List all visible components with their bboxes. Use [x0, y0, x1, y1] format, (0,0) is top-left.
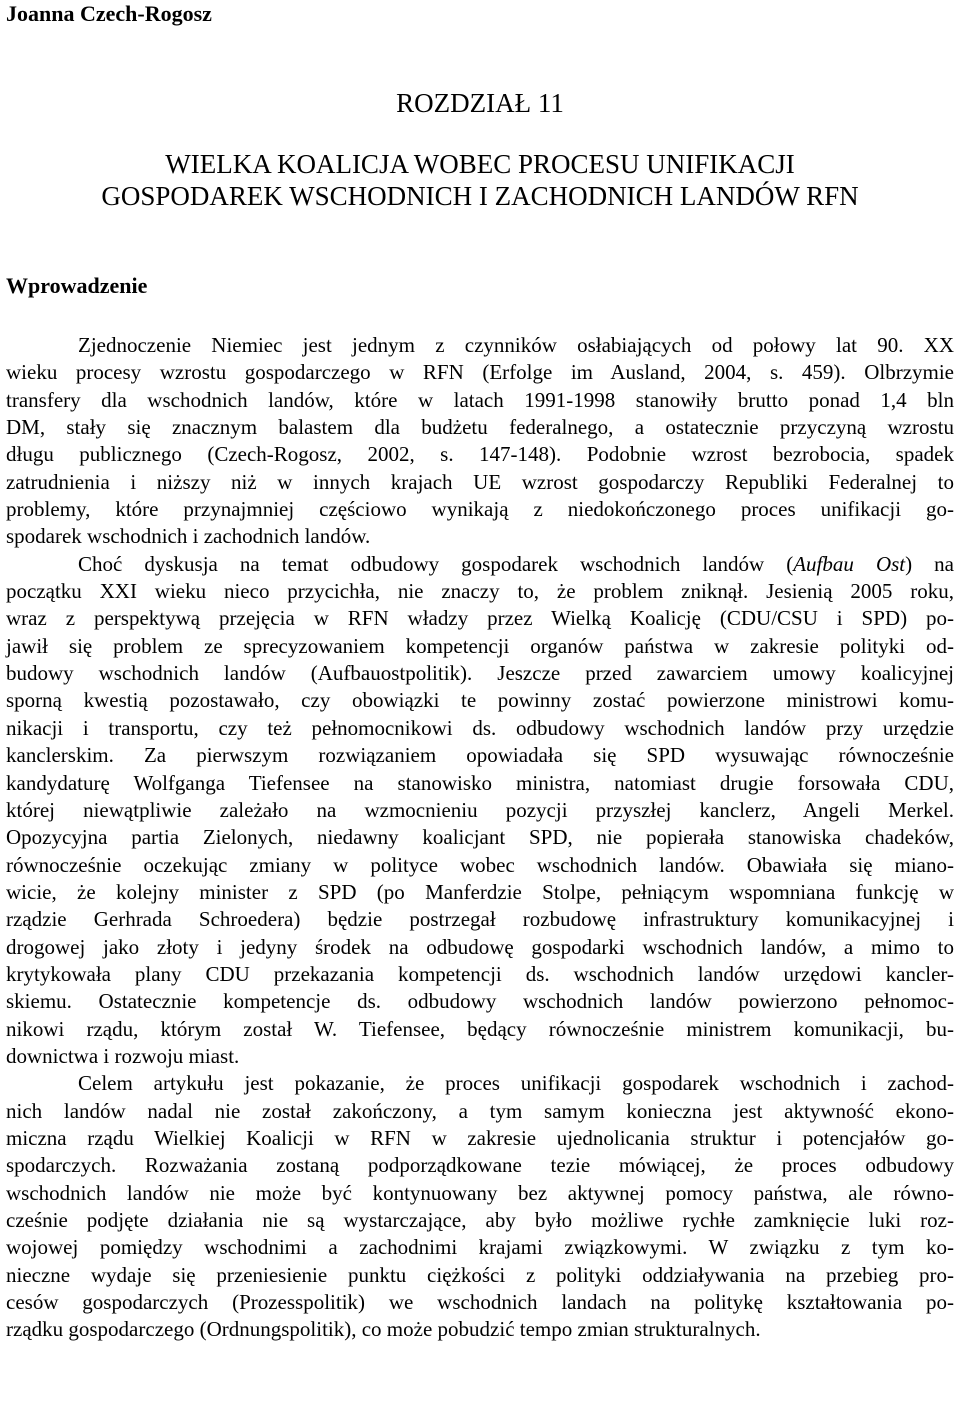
body-line: skiemu. Ostatecznie kompetencje ds. odbudowy wschodnich landów powierzono pełnomoc-: [6, 989, 954, 1014]
body-line: rządzie Gerhrada Schroedera) będzie postrzegał rozbudowę infrastruktury komunikacyjnej i: [6, 907, 954, 932]
author-name: Joanna Czech-Rogosz: [6, 1, 212, 26]
body-line: wicie, że kolejny minister z SPD (po Manferdzie Stolpe, pełniącym wspomniana funkcję w: [6, 879, 954, 904]
body-line: cesów gospodarczych (Prozesspolitik) we wschodnich landach na politykę kształtowania po-: [6, 1290, 954, 1315]
body-line: równocześnie oczekując zmiany w polityce wobec wschodnich landów. Obawiała się miano-: [6, 852, 954, 877]
body-line: miczna rządu Wielkiej Koalicji w RFN w zakresie ujednolicania struktur i potencjałów go-: [6, 1125, 954, 1150]
chapter-title-line: WIELKA KOALICJA WOBEC PROCESU UNIFIKACJI: [165, 149, 795, 179]
body-line: transfery dla wschodnich landów, które w latach 1991-1998 stanowiły brutto ponad 1,4 bln: [6, 387, 954, 412]
body-line: wojowej pomiędzy wschodnimi a zachodnimi krajami związkowymi. W związku z tym ko-: [6, 1235, 954, 1260]
body-line: sporną kwestią pozostawało, czy obowiązki te powinny zostać powierzone ministrowi komu-: [6, 688, 954, 713]
body-line: początku XXI wieku nieco przycichła, nie znaczy to, że problem zniknął. Jesienią 2005 roku,: [6, 579, 954, 604]
body-line: Zjednoczenie Niemiec jest jednym z czynników osłabiających od połowy lat 90. XX: [78, 333, 954, 357]
chapter-title: [0, 148, 960, 212]
body-line: DM, stały się znacznym balastem dla budżetu federalnego, a ostatecznie przyczyną wzrostu: [6, 415, 954, 440]
body-line: nich landów nadal nie został zakończony, a tym samym konieczna jest aktywność ekono-: [6, 1098, 954, 1123]
italic-term: Aufbau Ost: [793, 551, 906, 576]
body-line: jawił się problem ze sprecyzowaniem kompetencji organów państwa w zakresie polityki od-: [6, 633, 954, 658]
body-line: wschodnich landów nie może być kontynuowany bez aktywnej pomocy państwa, ale równo-: [6, 1180, 954, 1205]
body-line: nikowi rządu, którym został W. Tiefensee, będący równocześnie ministrem komunikacji, bu-: [6, 1016, 954, 1041]
body-line: [6, 551, 954, 578]
body-line-segment: Choć dyskusja na temat odbudowy gospodarek wschodnich landów (: [78, 551, 794, 576]
body-line: zatrudnienia i niższy niż w innych krajach UE wzrost gospodarczy Republiki Federalnej to: [6, 469, 954, 494]
body-line: rządku gospodarczego (Ordnungspolitik), co może pobudzić tempo zmian strukturalnych.: [6, 1317, 761, 1342]
body-line: wraz z perspektywą przejęcia w RFN władzy przez Wielką Koalicję (CDU/CSU i SPD) po-: [6, 606, 954, 631]
body-text: [6, 332, 954, 1344]
body-line: spodarczych. Rozważania zostaną podporządkowane tezie mówiącej, że proces odbudowy: [6, 1153, 954, 1178]
chapter-title-line: GOSPODAREK WSCHODNICH I ZACHODNICH LANDÓW RFN: [101, 181, 859, 211]
body-line: budowy wschodnich landów (Aufbauostpolitik). Jeszcze przed zawarciem umowy koalicyjnej: [6, 661, 954, 686]
body-line: kanclerskim. Za pierwszym rozwiązaniem opowiadała się SPD wysuwając równocześnie: [6, 743, 954, 768]
body-line: długu publicznego (Czech-Rogosz, 2002, s. 147-148). Podobnie wzrost bezrobocia, spadek: [6, 442, 954, 467]
body-line: downictwa i rozwoju miast.: [6, 1043, 240, 1068]
body-line: Celem artykułu jest pokazanie, że proces unifikacji gospodarek wschodnich i zachod-: [78, 1071, 954, 1096]
body-line-segment: ) na: [905, 551, 954, 576]
body-line: spodarek wschodnich i zachodnich landów.: [6, 524, 371, 549]
body-line: kandydaturę Wolfganga Tiefensee na stanowisko ministra, natomiast drugie forsowała CDU,: [6, 770, 954, 795]
body-line: problemy, które przynajmniej częściowo wynikają z niedokończonego proces unifikacji go-: [6, 497, 954, 522]
body-line: cześnie podjęte działania nie są wystarczające, aby było możliwe rychłe zamknięcie luki roz-: [6, 1208, 954, 1232]
section-heading: Wprowadzenie: [6, 273, 148, 298]
body-line: której niewątpliwie zależało na wzmocnieniu pozycji przyszłej kanclerz, Angeli Merkel.: [6, 797, 954, 822]
body-line: krytykowała plany CDU przekazania kompetencji ds. wschodnich landów urzędowi kancler-: [6, 961, 954, 986]
body-line: drogowej jako złoty i jedyny środek na odbudowę gospodarki wschodnich landów, a mimo to: [6, 934, 954, 959]
chapter-number: ROZDZIAŁ 11: [396, 88, 564, 118]
body-line: nikacji i transportu, czy też pełnomocnikowi ds. odbudowy wschodnich landów przy urzędzie: [6, 715, 954, 740]
body-line: nieczne wydaje się przeniesienie punktu ciężkości z polityki oddziaływania na przebieg pro-: [6, 1262, 954, 1287]
body-line: wieku procesy wzrostu gospodarczego w RFN (Erfolge im Ausland, 2004, s. 459). Olbrzymie: [6, 360, 954, 385]
body-line: Opozycyjna partia Zielonych, niedawny koalicjant SPD, nie popierała stanowiska chadeków,: [6, 825, 954, 850]
